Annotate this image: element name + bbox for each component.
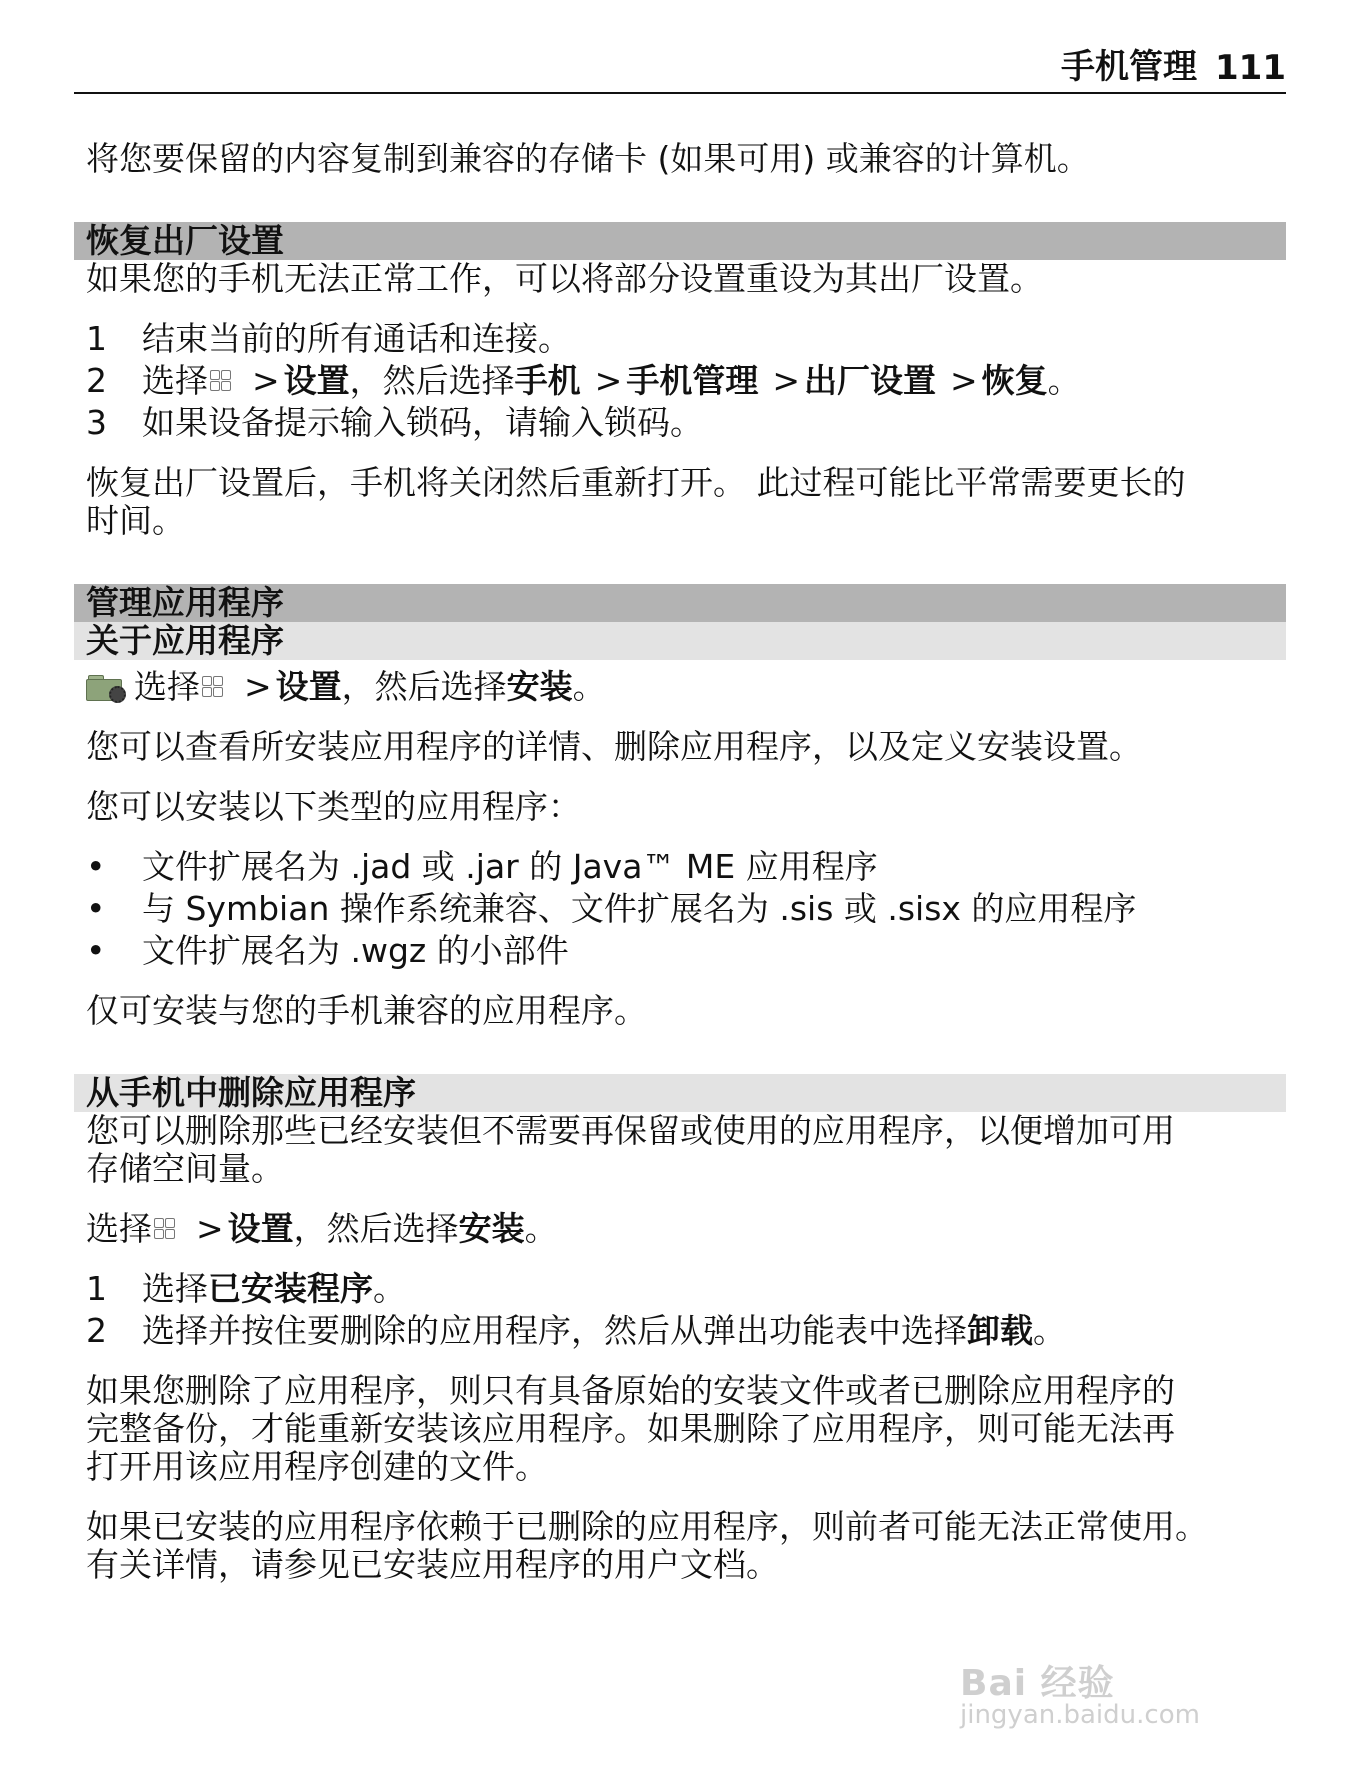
manage-paragraph-2: 您可以安装以下类型的应用程序： (86, 787, 581, 826)
page-number: 111 (1215, 48, 1286, 88)
remove-step-2: 2 选择并按住要删除的应用程序，然后从弹出功能表中选择 卸载 。 (86, 1311, 1066, 1350)
remove-paragraph-3: 如果已安装的应用程序依赖于已删除的应用程序，则前者可能无法正常使用。 有关详情，请参见已安装应用程序的用户文档。 (86, 1507, 1208, 1584)
restore-step-1: 1 结束当前的所有通话和连接。 (86, 319, 571, 358)
restore-paragraph-2: 恢复出厂设置后，手机将关闭然后重新打开。 此过程可能比平常需要更长的 时间。 (86, 463, 1186, 540)
heading-restore: 恢复出厂设置 (74, 222, 1286, 260)
folder-gear-icon (86, 674, 124, 700)
bullet-item: • 文件扩展名为 .wgz 的小部件 (86, 931, 569, 970)
page-content (86, 140, 1286, 1584)
bullet-item: • 文件扩展名为 .jad 或 .jar 的 Java™ ME 应用程序 (86, 847, 878, 886)
remove-step-1: 1 选择 已安装程序 。 (86, 1269, 406, 1308)
restore-step-2: 2 选择 > 设置 ，然后选择 手机 > 手机管理 > 出厂设置 > 恢复 。 (86, 361, 1081, 400)
watermark-url: jingyan.baidu.com (960, 1700, 1200, 1730)
remove-paragraph-2: 如果您删除了应用程序，则只有具备原始的安装文件或者已删除应用程序的 完整备份，才能重新安装该应用程序。如果删除了应用程序，则可能无法再 打开用该应用程序创建的文件。 (86, 1371, 1175, 1486)
menu-grid-icon (202, 676, 224, 698)
remove-navigation: 选择 > 设置 ，然后选择 安装 。 (86, 1209, 558, 1248)
subheading-about-apps: 关于应用程序 (74, 622, 1286, 660)
header-title: 手机管理 (1061, 47, 1198, 87)
restore-paragraph-1: 如果您的手机无法正常工作，可以将部分设置重设为其出厂设置。 (86, 259, 1043, 298)
manage-navigation: 选择 > 设置 ，然后选择 安装 。 (86, 668, 1286, 706)
manage-paragraph-1: 您可以查看所安装应用程序的详情、删除应用程序，以及定义安装设置。 (86, 727, 1142, 766)
watermark-logo: Bai 经验 (960, 1663, 1115, 1704)
restore-step-3: 3 如果设备提示输入锁码，请输入锁码。 (86, 403, 703, 442)
menu-grid-icon (154, 1218, 176, 1240)
heading-manage-apps: 管理应用程序 (74, 584, 1286, 622)
remove-paragraph-1: 您可以删除那些已经安装但不需要再保留或使用的应用程序，以便增加可用 存储空间量。 (86, 1111, 1175, 1188)
running-header (74, 44, 1286, 94)
intro-paragraph: 将您要保留的内容复制到兼容的存储卡 (如果可用) 或兼容的计算机。 (86, 139, 1090, 178)
heading-remove-apps: 从手机中删除应用程序 (74, 1074, 1286, 1112)
menu-grid-icon (210, 370, 232, 392)
bullet-item: • 与 Symbian 操作系统兼容、文件扩展名为 .sis 或 .sisx 的应用程序 (86, 889, 1137, 928)
manage-paragraph-3: 仅可安装与您的手机兼容的应用程序。 (86, 991, 647, 1030)
